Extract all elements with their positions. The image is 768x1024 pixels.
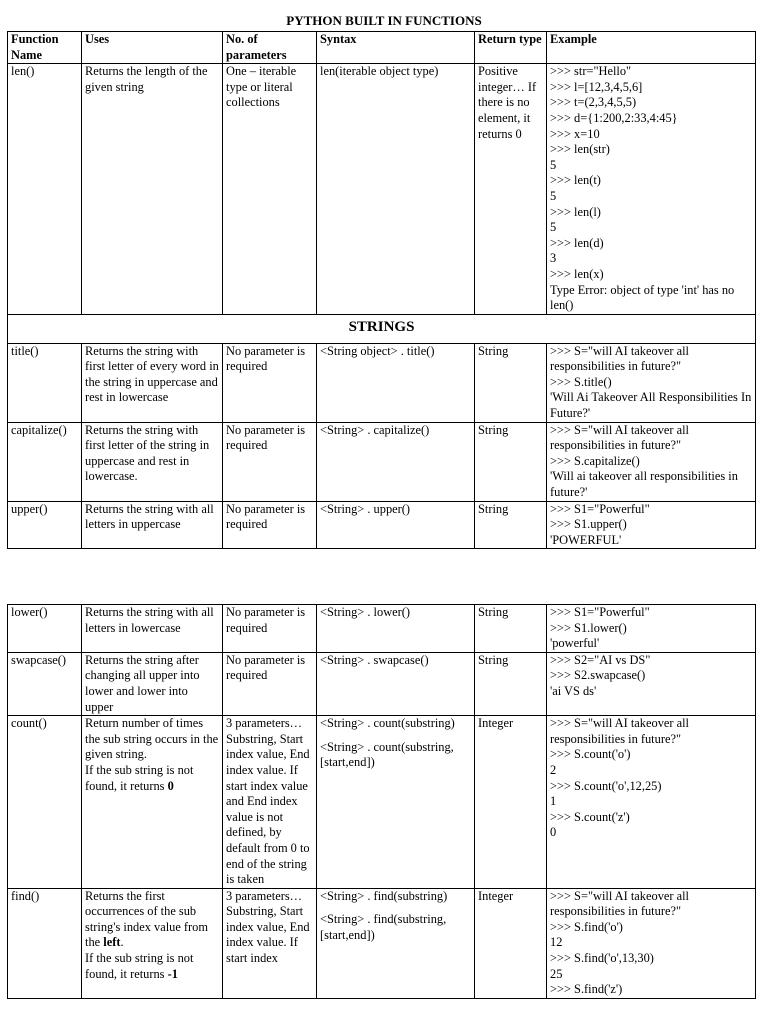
column-header: Example [547, 32, 756, 64]
params-cell: No parameter is required [223, 652, 317, 715]
return-type-cell: Positive integer… If there is no element, it returns 0 [475, 64, 547, 315]
syntax-line: <String> . count(substring) [320, 716, 455, 731]
return-type-cell: Integer [475, 716, 547, 889]
uses-cell: Returns the length of the given string [82, 64, 223, 315]
function-name: title() [8, 343, 82, 422]
uses-cell: Returns the string after changing all upper into lower and lower into upper [82, 652, 223, 715]
table-row [8, 343, 756, 422]
example-cell: >>> S="will AI takeover all responsibilities in future?" >>> S.capitalize() 'Will ai takeover all responsibilities in future?' [547, 422, 756, 501]
syntax-line: <String> . find(substring,[start,end]) [320, 912, 447, 942]
syntax-cell: <String> . upper() [317, 501, 475, 549]
section-row [8, 314, 756, 343]
functions-table-page-2 [7, 604, 756, 999]
header-row [8, 32, 756, 64]
syntax-cell [317, 716, 475, 889]
document-title: PYTHON BUILT IN FUNCTIONS [286, 13, 482, 28]
return-type-cell: String [475, 501, 547, 549]
function-name: count() [8, 716, 82, 889]
example-cell: >>> S1="Powerful" >>> S1.lower() 'powerful' [547, 605, 756, 653]
example-cell: >>> S="will AI takeover all responsibilities in future?" >>> S.find('o') 12 >>> S.find('o',13,30) 25 >>> S.find('z') [547, 888, 756, 998]
uses-cell: Returns the string with first letter of the string in uppercase and rest in lowercase. [82, 422, 223, 501]
table-row [8, 605, 756, 653]
uses-bold-value: -1 [167, 966, 178, 981]
function-name: find() [8, 888, 82, 998]
uses-bold-word: left [103, 935, 121, 950]
return-type-cell: String [475, 605, 547, 653]
params-cell: 3 parameters… Substring, Start index value, End index value. If start index [223, 888, 317, 998]
return-type-cell: String [475, 652, 547, 715]
section-heading: STRINGS [8, 314, 756, 343]
params-cell: One – iterable type or literal collections [223, 64, 317, 315]
function-name: len() [8, 64, 82, 315]
example-cell: >>> S2="AI vs DS" >>> S2.swapcase() 'ai VS ds' [547, 652, 756, 715]
table-row [8, 64, 756, 315]
example-cell: >>> S="will AI takeover all responsibilities in future?" >>> S.count('o') 2 >>> S.count('o',12,25) 1 >>> S.count('z') 0 [547, 716, 756, 889]
syntax-cell: <String object> . title() [317, 343, 475, 422]
uses-bold-value: 0 [167, 778, 174, 793]
params-cell: No parameter is required [223, 501, 317, 549]
table-row [8, 422, 756, 501]
function-name: upper() [8, 501, 82, 549]
column-header: No. of parameters [223, 32, 317, 64]
syntax-line: <String> . count(substring,[start,end]) [320, 739, 454, 770]
uses-cell: Returns the string with first letter of every word in the string in uppercase and rest in lowercase [82, 343, 223, 422]
uses-text: Returns the first occurrences of the sub string's index value from the [85, 888, 209, 950]
example-cell: >>> S1="Powerful" >>> S1.upper() 'POWERFUL' [547, 501, 756, 549]
params-cell: No parameter is required [223, 605, 317, 653]
syntax-cell [317, 888, 475, 998]
uses-cell [82, 888, 223, 998]
return-type-cell: String [475, 343, 547, 422]
column-header: Function Name [8, 32, 82, 64]
syntax-cell: <String> . lower() [317, 605, 475, 653]
table-row [8, 652, 756, 715]
example-cell: >>> S="will AI takeover all responsibilities in future?" >>> S.title() 'Will Ai Takeover All Responsibilities In Future?' [547, 343, 756, 422]
syntax-cell: <String> . swapcase() [317, 652, 475, 715]
uses-cell: Returns the string with all letters in uppercase [82, 501, 223, 549]
functions-table-page-1 [7, 31, 756, 549]
uses-cell [82, 716, 223, 889]
uses-text: . If the sub string is not found, it returns [85, 935, 194, 981]
return-type-cell: Integer [475, 888, 547, 998]
function-name: capitalize() [8, 422, 82, 501]
function-name: swapcase() [8, 652, 82, 715]
syntax-line: <String> . find(substring) [320, 888, 448, 903]
syntax-cell: <String> . capitalize() [317, 422, 475, 501]
uses-text: Return number of times the sub string occurs in the given string. If the sub string is not found, it returns [85, 716, 219, 793]
params-cell: 3 parameters… Substring, Start index value, End index value. If start index value and End index value is not defined, by default from 0 to end of the string is taken [223, 716, 317, 889]
column-header: Syntax [317, 32, 475, 64]
params-cell: No parameter is required [223, 422, 317, 501]
table-row [8, 716, 756, 889]
function-name: lower() [8, 605, 82, 653]
table-row [8, 888, 756, 998]
table-row [8, 501, 756, 549]
return-type-cell: String [475, 422, 547, 501]
params-cell: No parameter is required [223, 343, 317, 422]
example-cell: >>> str="Hello" >>> l=[12,3,4,5,6] >>> t=(2,3,4,5,5) >>> d={1:200,2:33,4:45} >>> x=10 >>> len(str) 5 >>> len(t) 5 >>> len(l) 5 >>> len(d) 3 >>> len(x) Type Error: object of type 'int' has no len() [547, 64, 756, 315]
column-header: Uses [82, 32, 223, 64]
syntax-cell: len(iterable object type) [317, 64, 475, 315]
uses-cell: Returns the string with all letters in lowercase [82, 605, 223, 653]
column-header: Return type [475, 32, 547, 64]
